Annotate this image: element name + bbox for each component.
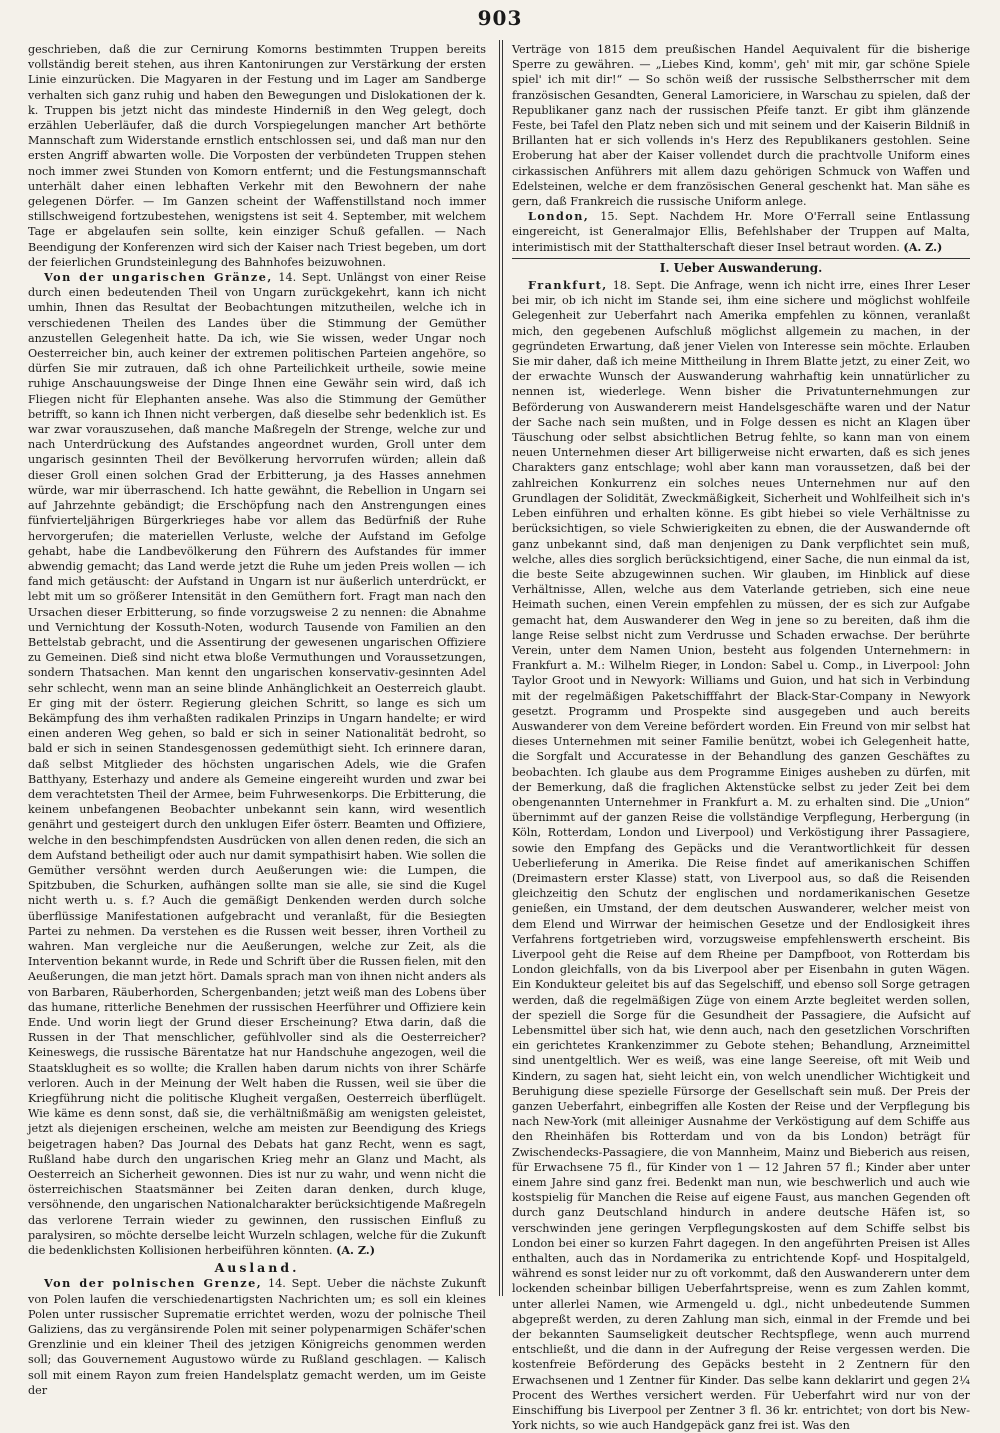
dateline: London, <box>528 209 590 224</box>
source-signature: (A. Z.) <box>336 1243 375 1258</box>
section-heading-ausland: Ausland. <box>214 1260 300 1276</box>
article-polnische-grenze <box>28 1276 486 1398</box>
dateline: Frankfurt, <box>528 278 608 293</box>
article-london <box>512 209 970 255</box>
article-body: 14. Sept. Ueber die nächste Zukunft von Polen laufen die verschiedenartigsten Nachrichten um; es soll ein kleines Polen unter russischer Suprematie errichtet werden, wozu der polnische Theil Galiziens, das zu vergänsirende Polen mit seiner polypenarmigen Schäfer'schen Grenzlinie und ein kleiner Theil des jetzigen Königreichs genommen werden soll; das Gouvernement Augustowo würde zu Rußland geschlagen. — Kalisch soll mit einem Rayon zum freien Handelsplatz gemacht werden, um im Geiste der <box>28 1277 486 1397</box>
article-ungarische-graenze <box>28 270 486 1258</box>
article-body: 15. Sept. Nachdem Hr. More O'Ferrall seine Entlassung eingereicht, ist Generalmajor Ellis, Befehlshaber der Truppen auf Malta, interimistisch mit der Statthalterschaft dieser Insel betraut worden. <box>512 210 970 254</box>
section-title-auswanderung: I. Ueber Auswanderung. <box>659 260 823 275</box>
article-continuation-komorn: geschrieben, daß die zur Cernirung Komorns bestimmten Truppen bereits vollständig bereit stehen, aus ihren Kantonirungen zur Verstärkung der ersten Linie einzurücken. Die Magyaren in der Festung und im Lager am Sandberge verhalten sich ganz ruhig und haben den Bewegungen und Dislokationen der k. k. Truppen bis jetzt nicht das mindeste Hinderniß in den Weg gelegt, doch erzählen Ueberläufer, daß die durch Vorspiegelungen mancher Art bethörte Mannschaft zum Widerstande ernstlich entschlossen sei, und daß man nur den ersten Angriff abwarten wolle. Die Vorposten der verbündeten Truppen stehen noch immer zwei Stunden von Komorn entfernt; und die Festungsmannschaft unterhält daher einen lebhaften Verkehr mit den Bewohnern der nahe gelegenen Dörfer. — Im Ganzen scheint der Waffenstillstand noch immer stillschweigend fortzubestehen, wenigstens ist seit 4. September, mit welchem Tage er abgelaufen sein sollte, kein einziger Schuß gefallen. — Nach Beendigung der Konferenzen wird sich der Kaiser nach Triest begeben, um dort der feierlichen Grundsteinlegung des Bahnhofes beizuwohnen. <box>28 43 486 269</box>
source-signature: (A. Z.) <box>903 239 943 254</box>
left-column <box>28 42 486 1397</box>
column-divider <box>499 40 500 1296</box>
column-divider-secondary <box>502 40 503 1296</box>
page-number: 903 <box>477 6 523 30</box>
article-continuation-polen: Verträge von 1815 dem preußischen Handel Aequivalent für die bisherige Sperre zu gewähren. — „Liebes Kind, komm', geh' mit mir, gar schöne Spiele spiel' ich mit dir!“ — So schön weiß der russische Selbstherrscher mit dem französischen Gesandten, General Lamoriciere, in Warschau zu spielen, daß der Republikaner ganz nach der russischen Pfeife tanzt. Er gibt ihm glänzende Feste, bei Tafel den Platz neben sich und mit seinem und der Kaiserin Bildniß in Brillanten hat er sich vollends in's Herz des Republikaners gestohlen. Seine Eroberung hat aber der Kaiser vollendet durch die prachtvolle Uniform eines cirkassischen Anführers mit allem dazu gehörigen Schmuck von Waffen und Edelsteinen, welche er dem französischen General geschenkt hat. Man sähe es gern, daß Frankreich die russische Uniform anlege. <box>512 43 970 209</box>
dateline: Von der polnischen Grenze, <box>44 1276 263 1291</box>
section-rule <box>512 258 970 259</box>
article-frankfurt <box>512 278 970 1433</box>
right-column <box>512 42 970 1433</box>
dateline: Von der ungarischen Gränze, <box>44 270 273 285</box>
article-body: 14. Sept. Unlängst von einer Reise durch einen bedeutenden Theil von Ungarn zurückgekehrt, kann ich nicht umhin, Ihnen das Resultat der Beobachtungen mitzutheilen, welche ich in verschiedenen Theilen des Landes über die Stimmung der Gemüther anzustellen Gelegenheit hatte. Da ich, wie Sie wissen, weder Ungar noch Oesterreicher bin, auch keiner der extremen politischen Parteien angehöre, so dürfen Sie mir zutrauen, daß ich ohne Parteilichkeit urtheile, sowie meine ruhige Anschauungsweise der Dinge Ihnen eine Gewähr sein wird, daß ich Fliegen nicht für Elephanten ansehe. Was also die Stimmung der Gemüther betrifft, so kann ich Ihnen nicht verbergen, daß dieselbe sehr bedenklich ist. Es war zwar vorauszusehen, daß manche Maßregeln der Strenge, welche zur und nach Unterdrückung des Aufstandes angeordnet wurden, Groll unter dem ungarisch gesinnten Theil der Bevölkerung hervorrufen würden; allein daß dieser Groll einen solchen Grad der Erbitterung, ja des Hasses annehmen würde, war mir überraschend. Ich hatte gewähnt, die Rebellion in Ungarn sei auf Jahrzehnte gebändigt; die Erschöpfung nach den Anstrengungen eines fünfvierteljährigen Bürgerkrieges habe vor allem das Bedürfniß der Ruhe hervorgerufen; die materiellen Verluste, welche der Aufstand im Gefolge gehabt, habe die Landbevölkerung den Führern des Aufstandes für immer abwendig gemacht; das Land werde jetzt die Ruhe um jeden Preis wollen — ich fand mich getäuscht: der Aufstand in Ungarn ist nur äußerlich unterdrückt, er lebt mit um so größerer Intensität in den Gemüthern fort. Fragt man nach den Ursachen dieser Erbitterung, so finde vorzugsweise 2 zu nennen: die Abnahme und Vernichtung der Kossuth-Noten, wodurch Tausende von Familien an den Bettelstab gebracht, und die Assentirung der gewesenen ungarischen Offiziere zu Gemeinen. Dieß sind nicht etwa bloße Vermuthungen und Voraussetzungen, sondern Thatsachen. Man kennt den ungarischen konservativ-gesinnten Adel sehr schlecht, wenn man an seine blinde Anhänglichkeit an Oesterreich glaubt. Er ging mit der österr. Regierung gleichen Schritt, so lange es sich um Bekämpfung des ihm verhaßten radikalen Prinzips in Ungarn handelte; er wird einen anderen Weg gehen, so bald er sich in seiner Nationalität bedroht, so bald er sich in seinen Standesgenossen gedemüthigt sieht. Ich erinnere daran, daß selbst Mitglieder des höchsten ungarischen Adels, wie die Grafen Batthyany, Esterhazy und andere als Gemeine eingereiht wurden und zwar bei dem verachtetsten Theil der Armee, beim Fuhrwesenkorps. Die Erbitterung, die keinem unbefangenen Beobachter unbekannt sein kann, wird wesentlich genährt und gesteigert durch den unklugen Eifer österr. Beamten und Offiziere, welche in den beschimpfendsten Ausdrücken von allen denen reden, die sich an dem Aufstand betheiligt oder auch nur damit sympathisirt haben. Wie sollen die Gemüther versöhnt werden durch Aeußerungen wie: die Lumpen, die Spitzbuben, die Schurken, aufhängen sollte man sie alle, sie sind die Kugel nicht werth u. s. f.? Auch die gemäßigt Denkenden werden durch solche überflüssige Manifestationen aufgebracht und veranlaßt, für die Besiegten Partei zu nehmen. Da verstehen es die Russen weit besser, ihren Vortheil zu wahren. Man vergleiche nur die Aeußerungen, welche zur Zeit, als die Intervention bekannt wurde, in Rede und Schrift über die Russen fielen, mit den Aeußerungen, die man jetzt hört. Damals sprach man von ihnen nicht anders als von Barbaren, Räuberhorden, Schergenbanden; jetzt weiß man des Lobens über das humane, ritterliche Benehmen der russischen Heerführer und Offiziere kein Ende. Und worin liegt der Grund dieser Erscheinung? Etwa darin, daß die Russen in der That menschlicher, gefühlvoller sind als die Oesterreicher? Keineswegs, die russische Bärentatze hat nur Handschuhe angezogen, weil die Staatsklugheit es so wollte; die Krallen haben darum nichts von ihrer Schärfe verloren. Auch in der Meinung der Welt haben die Russen, weil sie über die Kriegführung nicht die politische Klugheit vergaßen, Oesterreich überflügelt. Wie käme es denn sonst, daß sie, die verhältnißmäßig am wenigsten geleistet, jetzt als diejenigen erscheinen, welche am meisten zur Beendigung des Kriegs beigetragen haben? Das Journal des Debats hat ganz Recht, wenn es sagt, Rußland habe durch den ungarischen Krieg mehr an Glanz und Macht, als Oesterreich an Sicherheit gewonnen. Dies ist nur zu wahr, und wenn nicht die österreichischen Staatsmänner bei Zeiten daran denken, durch kluge, versöhnende, den ungarischen Nationalcharakter berücksichtigende Maßregeln das verlorene Terrain wieder zu gewinnen, den russischen Einfluß zu paralysiren, so möchte derselbe leicht Wurzeln schlagen, welche für die Zukunft die bedenklichsten Kollisionen herbeiführen könnten. <box>28 271 486 1258</box>
article-body: 18. Sept. Die Anfrage, wenn ich nicht irre, eines Ihrer Leser bei mir, ob ich nicht im Stande sei, ihm eine sichere und möglichst wohlfeile Gelegenheit zur Ueberfahrt nach Amerika empfehlen zu können, veranlaßt mich, den gegebenen Aufschluß möglichst allgemein zu machen, in der gegründeten Erwartung, daß jener Vielen von Interesse sein möchte. Erlauben Sie mir daher, daß ich meine Mittheilung in Ihrem Blatte jetzt, zu einer Zeit, wo der erwachte Wunsch der Auswanderung wahrhaftig kein unnatürlicher zu nennen ist, wiederlege. Wenn bisher die Privatunternehmungen zur Beförderung von Auswanderern meist Handelsgeschäfte waren und der Natur der Sache nach sein mußten, und in Folge dessen es nicht an Klagen über Täuschung oder selbst absichtlichen Betrug fehlte, so kann man von einem neuen Unternehmen dieser Art billigerweise nicht erwarten, daß es sich jenes Charakters ganz entschlage; wohl aber kann man voraussetzen, daß bei der zahlreichen Konkurrenz ein solches neues Unternehmen nur auf den Grundlagen der Solidität, Zweckmäßigkeit, Sicherheit und Wohlfeilheit sich in's Leben einführen und erhalten könne. Es gibt hiebei so viele Verhältnisse zu berücksichtigen, so viele Schwierigkeiten zu ebnen, die der Auswandernde oft ganz unbekannt sind, daß man denjenigen zu Dank verpflichtet sein muß, welche, alles dies sorglich berücksichtigend, einer Sache, die nun einmal da ist, die beste Seite abzugewinnen suchen. Wir glauben, im Hinblick auf diese Verhältnisse, Allen, welche aus dem Vaterlande getrieben, sich eine neue Heimath suchen, einen Verein empfehlen zu müssen, der es sich zur Aufgabe gemacht hat, dem Auswanderer den Weg in jene so zu bereiten, daß ihm die lange Reise selbst nicht zum Verdrusse und Schaden erwachse. Der berührte Verein, unter dem Namen Union, besteht aus folgenden Unternehmern: in Frankfurt a. M.: Wilhelm Rieger, in London: Sabel u. Comp., in Liverpool: John Taylor Groot und in Newyork: Williams und Guion, und hat sich in Verbindung mit der regelmäßigen Paketschifffahrt der Black-Star-Company in Newyork gesetzt. Programm und Prospekte sind ausgegeben und auch bereits Auswanderer von dem Vereine befördert worden. Ein Freund von mir selbst hat dieses Unternehmen mit seiner Familie benützt, wobei ich Gelegenheit hatte, die Sorgfalt und Accuratesse in der Behandlung des ganzen Geschäftes zu beobachten. Ich glaube aus dem Programme Einiges ausheben zu dürfen, mit der Bemerkung, daß die fraglichen Aktenstücke selbst zu jeder Zeit bei dem obengenannten Unternehmer in Frankfurt a. M. zu erhalten sind. Die „Union“ übernimmt auf der ganzen Reise die vollständige Verpflegung, Herbergung (in Köln, Rotterdam, London und Liverpool) und Verköstigung ihrer Passagiere, sowie den Empfang des Gepäcks und die Verantwortlichkeit für dessen Ueberlieferung in Amerika. Die Reise findet auf amerikanischen Schiffen (Dreimastern erster Klasse) statt, von Liverpool aus, so daß die Reisenden gleichzeitig den Schutz der englischen und nordamerikanischen Gesetze genießen, ein Umstand, der dem deutschen Auswanderer, welcher meist von dem Elend und Wirrwar der heimischen Gesetze und der Endlosigkeit ihres Verfahrens fortgetrieben wird, vorzugsweise empfehlenswerth erscheint. Bis Liverpool geht die Reise auf dem Rheine per Dampfboot, von Rotterdam bis London gleichfalls, von da bis Liverpool aber per Eisenbahn in guten Wägen. Ein Kondukteur geleitet bis auf das Segelschiff, und ebenso soll Sorge getragen werden, daß die regelmäßigen Züge von einem Arzte begleitet werden sollen, der speziell die Sorge für die Gesundheit der Passagiere, die Aufsicht auf Lebensmittel über sich hat, wie denn auch, nach den gesetzlichen Vorschriften ein gerichtetes Krankenzimmer zu Gebote stehen; Behandlung, Arzneimittel sind unentgeltlich. Wer es weiß, was eine lange Seereise, oft mit Weib und Kindern, zu sagen hat, sieht leicht ein, von welch unendlicher Wichtigkeit und Beruhigung diese spezielle Fürsorge der Gesellschaft sein muß. Der Preis der ganzen Ueberfahrt, einbegriffen alle Kosten der Reise und der Verpflegung bis nach New-York (mit alleiniger Ausnahme der Verköstigung auf dem Schiffe aus den Rheinhäfen bis Rotterdam und von da bis London) beträgt für Zwischendecks-Passagiere, die von Mannheim, Mainz und Bieberich aus reisen, für Erwachsene 75 fl., für Kinder von 1 — 12 Jahren 57 fl.; Kinder aber unter einem Jahre sind ganz frei. Bedenkt man nun, wie beschwerlich und auch wie kostspielig für Manchen die Reise auf eigene Faust, aus manchen Gegenden oft durch ganz Deutschland hindurch in andere deutsche Häfen ist, so verschwinden jene geringen Verpflegungskosten auf dem Schiffe selbst bis London bei einer so kurzen Fahrt dagegen. In den angeführten Preisen ist Alles enthalten, auch das in Nordamerika zu entrichtende Kopf- und Hospitalgeld, während es sonst leider nur zu oft vorkommt, daß den Auswanderern unter dem lockenden scheinbar billigen Ueberfahrtspreise, wenn es zum Zahlen kommt, unter allerlei Namen, wie Armengeld u. dgl., nicht unbedeutende Summen abgepreßt werden, zu deren Zahlung man sich, einmal in der Fremde und bei der bekannten Saumseligkeit deutscher Rechtspflege, wenn auch murrend entschließt, und die dann in der Aufregung der Reise vergessen werden. Die kostenfreie Beförderung des Gepäcks besteht in 2 Zentnern für den Erwachsenen und 1 Zentner für Kinder. Das selbe kann deklarirt und gegen 2¼ Procent des Werthes versichert werden. Für Ueberfahrt wird nur von der Einschiffung bis Liverpool per Zentner 3 fl. 36 kr. entrichtet; von dort bis New-York nichts, so wie auch Handgepäck ganz frei ist. Was den <box>512 279 970 1433</box>
